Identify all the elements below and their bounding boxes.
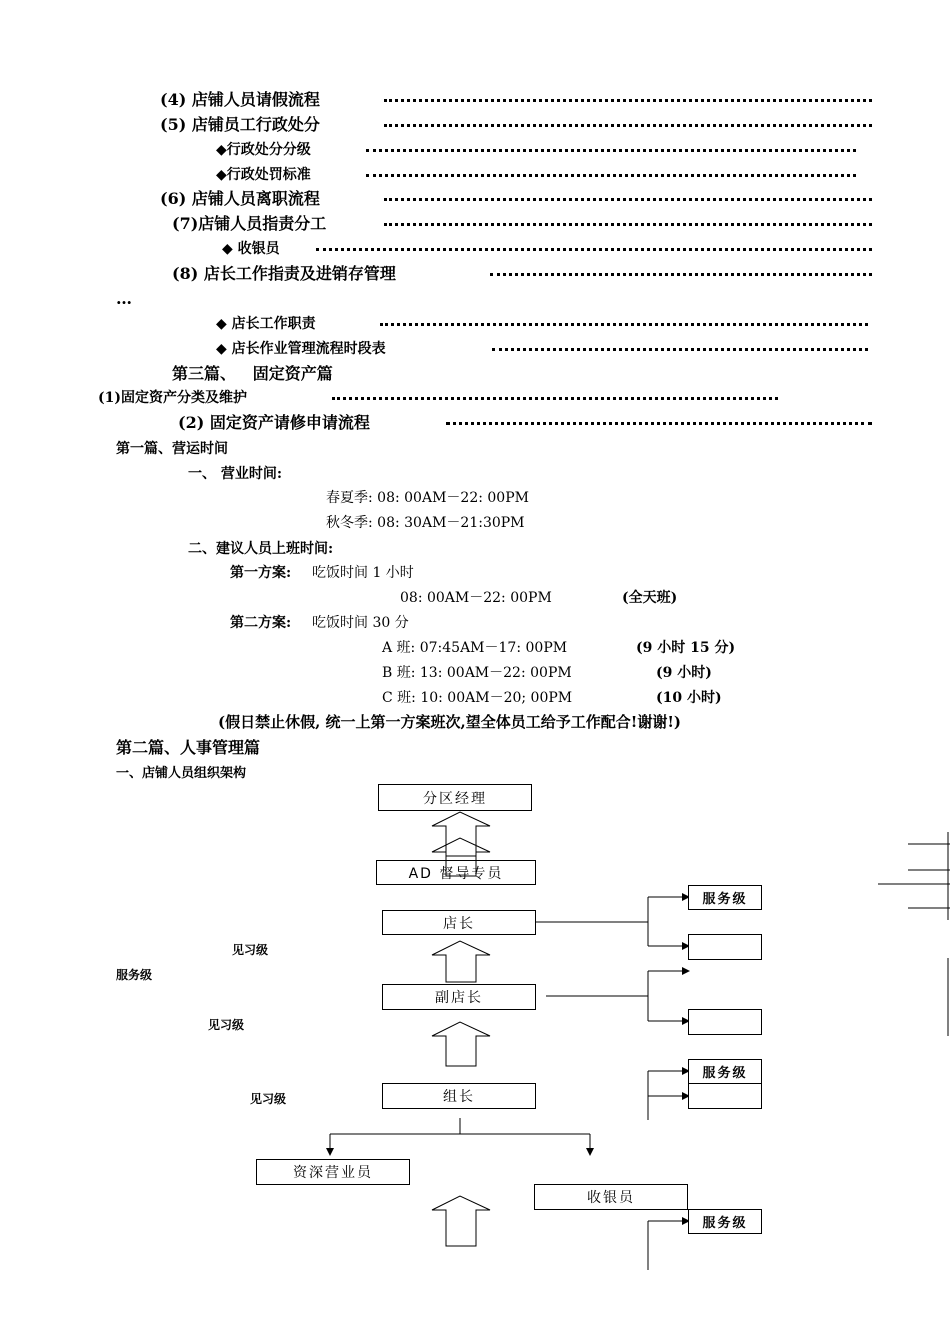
trainee-level-label: 见习级	[208, 1018, 245, 1032]
org-team-leader: 组长	[382, 1083, 536, 1109]
toc-item-8-cont: …	[116, 289, 132, 308]
trainee-level-label: 见习级	[232, 943, 269, 957]
part1-title: 第一篇、营运时间	[116, 441, 228, 457]
toc-part3: 第三篇、 固定资产篇	[172, 364, 333, 383]
up-arrow	[432, 941, 490, 982]
part1-sec1: 一、 营业时间:	[188, 466, 283, 482]
plan2-text: 吃饭时间 30 分	[312, 615, 409, 631]
part1-sec2: 二、建议人员上班时间:	[188, 541, 334, 557]
org-empty-box	[688, 1009, 762, 1035]
toc-item-5b: ◆行政处罚标准	[216, 167, 311, 183]
arrow-head	[586, 1148, 594, 1156]
part2-sec1: 一、店铺人员组织架构	[116, 766, 247, 781]
org-service-level: 服务级	[688, 1209, 762, 1234]
org-empty-box	[688, 934, 762, 960]
shift-a-note: (9 小时 15 分)	[636, 640, 736, 656]
toc-item-7: (7)店铺人员指责分工	[172, 214, 327, 233]
org-area-manager: 分区经理	[378, 784, 532, 811]
shift-a: A 班: 07:45AM－17: 00PM	[382, 640, 568, 656]
shift-b: B 班: 13: 00AM－22: 00PM	[382, 665, 572, 681]
up-arrow	[432, 1022, 490, 1066]
shift-c-note: (10 小时)	[656, 690, 722, 706]
service-level-label: 服务级	[116, 968, 153, 982]
toc-item-8: (8) 店长工作指责及进销存管理	[172, 264, 396, 283]
arrow-head	[326, 1148, 334, 1156]
up-arrow	[432, 1196, 490, 1246]
toc-item-8a: ◆ 店长工作职责	[216, 316, 316, 332]
toc-item-7a: ◆ 收银员	[222, 241, 280, 257]
org-service-level: 服务级	[688, 1059, 762, 1084]
org-cashier: 收银员	[534, 1184, 688, 1210]
plan1-label: 第一方案:	[230, 565, 292, 581]
org-ad-supervisor: AD 督导专员	[376, 860, 536, 885]
part2-title: 第二篇、人事管理篇	[116, 738, 261, 757]
toc-part3-item1: (1)固定资产分类及维护	[98, 390, 247, 406]
trainee-level-label: 见习级	[250, 1092, 287, 1106]
toc-item-5: (5) 店铺员工行政处分	[160, 115, 320, 134]
toc-part3-item2: (2) 固定资产请修申请流程	[178, 413, 370, 432]
plan1-note: (全天班)	[622, 590, 678, 606]
shift-b-note: (9 小时)	[656, 665, 712, 681]
toc-item-4: (4) 店铺人员请假流程	[160, 90, 320, 109]
plan1-text: 吃饭时间 1 小时	[312, 565, 414, 581]
org-service-level: 服务级	[688, 885, 762, 910]
plan1-time: 08: 00AM－22: 00PM	[400, 590, 552, 606]
org-empty-box	[688, 1083, 762, 1109]
toc-item-5a: ◆行政处分分级	[216, 142, 311, 158]
org-senior-sales: 资深营业员	[256, 1159, 410, 1185]
shift-c: C 班: 10: 00AM－20; 00PM	[382, 690, 573, 706]
holiday-notice: (假日禁止休假, 统一上第一方案班次,望全体员工给予工作配合!谢谢!)	[218, 713, 682, 731]
plan2-label: 第二方案:	[230, 615, 292, 631]
autumn-hours: 秋冬季: 08: 30AM－21:30PM	[326, 515, 525, 531]
arrow-head	[682, 967, 690, 975]
spring-hours: 春夏季: 08: 00AM－22: 00PM	[326, 490, 529, 506]
toc-item-6: (6) 店铺人员离职流程	[160, 189, 320, 208]
up-arrow	[432, 812, 490, 856]
org-deputy-manager: 副店长	[382, 984, 536, 1010]
toc-item-8b: ◆ 店长作业管理流程时段表	[216, 341, 386, 357]
org-store-manager: 店长	[382, 910, 536, 935]
